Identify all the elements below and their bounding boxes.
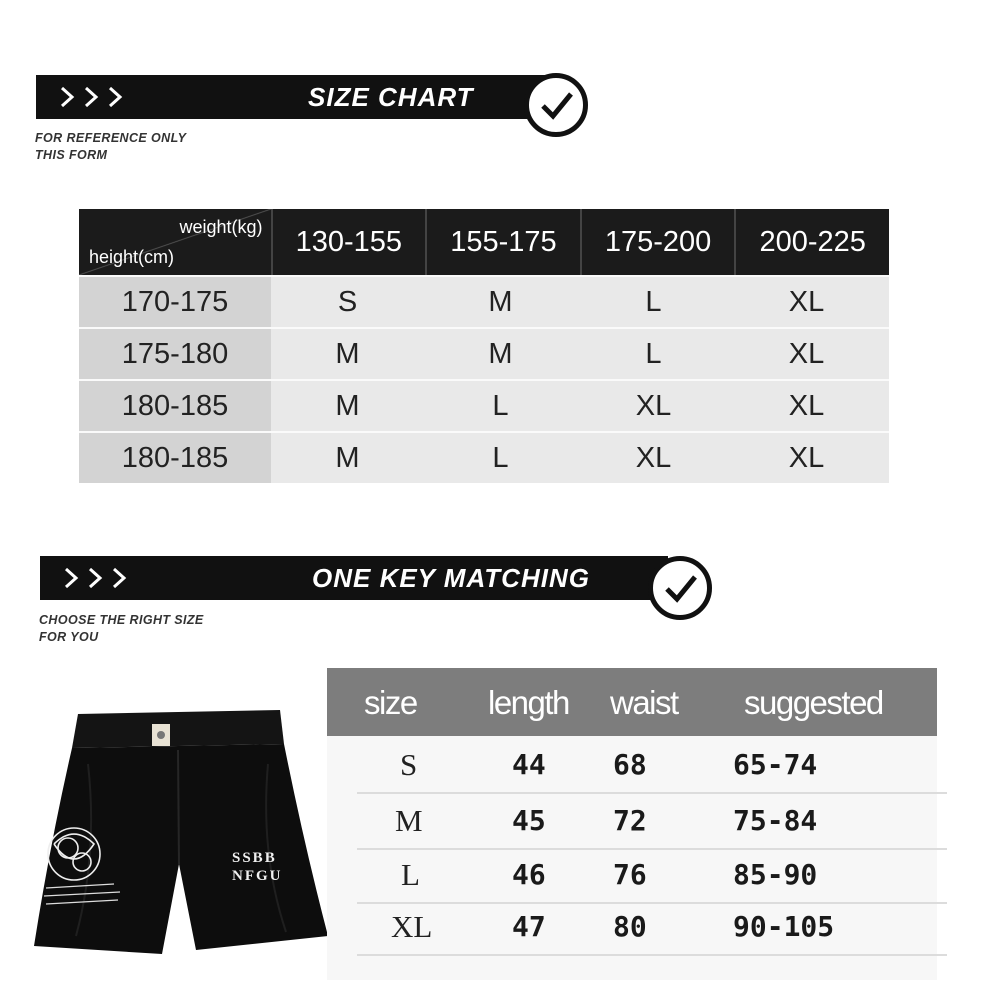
header-waist: waist bbox=[610, 684, 678, 721]
table-row bbox=[357, 738, 947, 794]
size-cell: S bbox=[337, 285, 358, 318]
table-row bbox=[357, 900, 947, 956]
table-row bbox=[79, 275, 889, 327]
size-cell: M bbox=[335, 337, 360, 370]
matching-table bbox=[327, 668, 937, 980]
length-value: 47 bbox=[512, 910, 546, 943]
size-cell: L bbox=[492, 441, 509, 474]
height-cell: 180-185 bbox=[79, 381, 271, 431]
header-size: size bbox=[364, 684, 417, 721]
table-row bbox=[79, 327, 889, 379]
chevron-right-icon bbox=[82, 82, 102, 112]
size-chart-banner bbox=[36, 75, 558, 119]
shorts-illustration bbox=[28, 704, 328, 964]
height-cell: 180-185 bbox=[79, 433, 271, 483]
size-cell: M bbox=[335, 389, 360, 422]
size-value: S bbox=[400, 747, 418, 782]
table-header-row bbox=[79, 209, 889, 275]
table-corner-cell bbox=[79, 209, 271, 275]
arrows-group bbox=[62, 563, 130, 593]
waist-value: 72 bbox=[613, 804, 647, 837]
size-cell: XL bbox=[788, 389, 825, 422]
height-label: height(cm) bbox=[89, 247, 175, 267]
one-key-matching-banner bbox=[40, 556, 668, 600]
matching-header-row bbox=[327, 668, 937, 736]
weight-header: 200-225 bbox=[734, 209, 889, 275]
size-cell: XL bbox=[635, 389, 672, 422]
waistband bbox=[72, 710, 284, 748]
checkmark-badge bbox=[648, 556, 712, 620]
size-cell: XL bbox=[788, 337, 825, 370]
length-value: 46 bbox=[512, 858, 546, 891]
checkmark-icon bbox=[540, 90, 574, 122]
weight-label: weight(kg) bbox=[179, 217, 263, 237]
waist-value: 68 bbox=[613, 748, 647, 781]
section-title: ONE KEY MATCHING bbox=[312, 563, 590, 593]
weight-header: 130-155 bbox=[271, 209, 426, 275]
size-cell: XL bbox=[635, 441, 672, 474]
suggested-value: 85-90 bbox=[733, 858, 818, 891]
waist-value: 80 bbox=[613, 910, 647, 943]
chevron-right-icon bbox=[110, 563, 130, 593]
size-chart-table bbox=[79, 209, 889, 483]
size-cell: L bbox=[492, 389, 509, 422]
height-cell: 170-175 bbox=[79, 277, 271, 327]
chevron-right-icon bbox=[58, 82, 78, 112]
size-value: XL bbox=[391, 909, 433, 944]
table-row bbox=[79, 431, 889, 483]
suggested-value: 90-105 bbox=[733, 910, 835, 943]
length-value: 45 bbox=[512, 804, 546, 837]
size-cell: M bbox=[488, 285, 513, 318]
chevron-right-icon bbox=[86, 563, 106, 593]
size-cell: M bbox=[335, 441, 360, 474]
print-text-top: SSBB bbox=[232, 850, 277, 866]
length-value: 44 bbox=[512, 748, 546, 781]
suggested-value: 75-84 bbox=[733, 804, 818, 837]
suggested-value: 65-74 bbox=[733, 748, 818, 781]
weight-header: 175-200 bbox=[580, 209, 735, 275]
size-cell: L bbox=[645, 337, 662, 370]
height-cell: 175-180 bbox=[79, 329, 271, 379]
size-value: M bbox=[395, 803, 423, 838]
reference-note: FOR REFERENCE ONLY THIS FORM bbox=[35, 131, 187, 162]
checkmark-badge bbox=[524, 73, 588, 137]
table-row bbox=[357, 794, 947, 850]
size-value: L bbox=[401, 857, 420, 892]
waist-value: 76 bbox=[613, 858, 647, 891]
chevron-right-icon bbox=[106, 82, 126, 112]
table-row bbox=[79, 379, 889, 431]
arrows-group bbox=[58, 82, 126, 112]
chevron-right-icon bbox=[62, 563, 82, 593]
size-cell: M bbox=[488, 337, 513, 370]
weight-header: 155-175 bbox=[425, 209, 580, 275]
size-cell: XL bbox=[788, 441, 825, 474]
size-cell: XL bbox=[788, 285, 825, 318]
choose-size-note: CHOOSE THE RIGHT SIZE FOR YOU bbox=[39, 613, 204, 644]
table-row bbox=[357, 848, 947, 904]
header-length: length bbox=[488, 684, 569, 721]
header-suggested: suggested bbox=[744, 684, 883, 721]
print-text-bottom: NFGU bbox=[232, 868, 283, 884]
checkmark-icon bbox=[664, 573, 698, 605]
size-cell: L bbox=[645, 285, 662, 318]
section-title: SIZE CHART bbox=[308, 82, 474, 112]
